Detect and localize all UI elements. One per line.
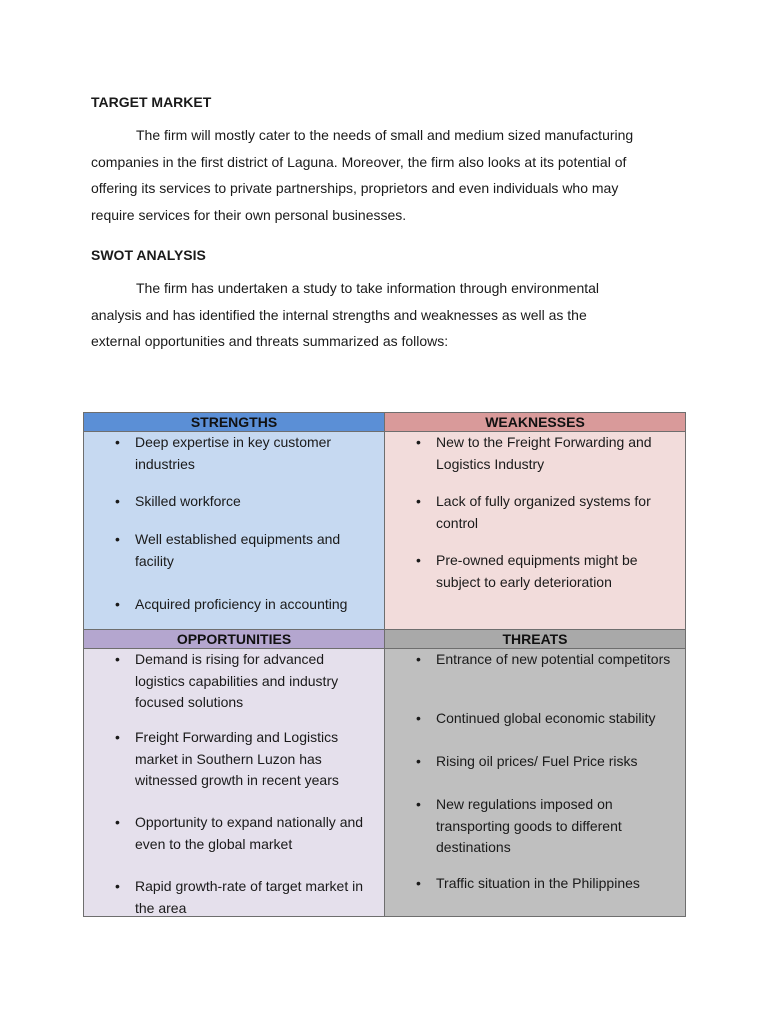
bullet-glyph: • <box>416 875 421 891</box>
threats-header: THREATS <box>385 630 686 649</box>
opportunities-cell: • Demand is rising for advanced logistics capabilities and industry focused solutions • Freight Forwarding and Logistics market in Southern Luzon has witnessed growth in recent years • Opportunity to expand nationally and even to the global market • Rapid growth-rate of target market in the area <box>84 649 385 917</box>
paragraph-line: analysis and has identified the internal strengths and weaknesses as well as the <box>91 306 587 323</box>
bullet-glyph: • <box>416 710 421 726</box>
bullet-glyph: • <box>115 531 120 547</box>
bullet-glyph: • <box>115 729 120 745</box>
paragraph-line: The firm has undertaken a study to take information through environmental <box>136 280 600 296</box>
bullet-glyph: • <box>416 493 421 509</box>
bullet-glyph: • <box>115 493 120 509</box>
bullet-glyph: • <box>416 552 421 568</box>
weaknesses-header: WEAKNESSES <box>385 413 686 432</box>
target-market-paragraph <box>91 122 691 229</box>
paragraph-line: offering its services to private partnerships, proprietors and even individuals who may <box>91 180 619 197</box>
target-market-heading: TARGET MARKET <box>91 94 212 110</box>
strengths-cell: • Deep expertise in key customer industries • Skilled workforce • Well established equipments and facility • Acquired proficiency in accounting <box>84 432 385 630</box>
bullet-glyph: • <box>416 651 421 667</box>
bullet-glyph: • <box>115 878 120 894</box>
swot-analysis-heading: SWOT ANALYSIS <box>91 247 206 263</box>
bullet-glyph: • <box>115 651 120 667</box>
swot-analysis-paragraph <box>91 275 691 355</box>
bullet-glyph: • <box>115 434 120 450</box>
bullet-glyph: • <box>416 753 421 769</box>
weaknesses-cell: • New to the Freight Forwarding and Logistics Industry • Lack of fully organized systems for control • Pre-owned equipments might be subject to early deterioration <box>385 432 686 630</box>
paragraph-line: external opportunities and threats summarized as follows: <box>91 333 449 350</box>
strengths-header: STRENGTHS <box>84 413 385 432</box>
paragraph-line: companies in the first district of Laguna. Moreover, the firm also looks at its potential of <box>91 153 627 170</box>
paragraph-line: require services for their own personal businesses. <box>91 207 407 224</box>
bullet-glyph: • <box>115 596 120 612</box>
threats-cell: • Entrance of new potential competitors • Continued global economic stability • Rising oil prices/ Fuel Price risks • New regulations imposed on transporting goods to different destinations • Traffic situation in the Philippines <box>385 649 686 917</box>
paragraph-line: The firm will mostly cater to the needs of small and medium sized manufacturing <box>136 127 634 143</box>
bullet-glyph: • <box>115 814 120 830</box>
bullet-glyph: • <box>416 796 421 812</box>
bullet-glyph: • <box>416 434 421 450</box>
swot-table <box>83 412 686 917</box>
opportunities-header: OPPORTUNITIES <box>84 630 385 649</box>
